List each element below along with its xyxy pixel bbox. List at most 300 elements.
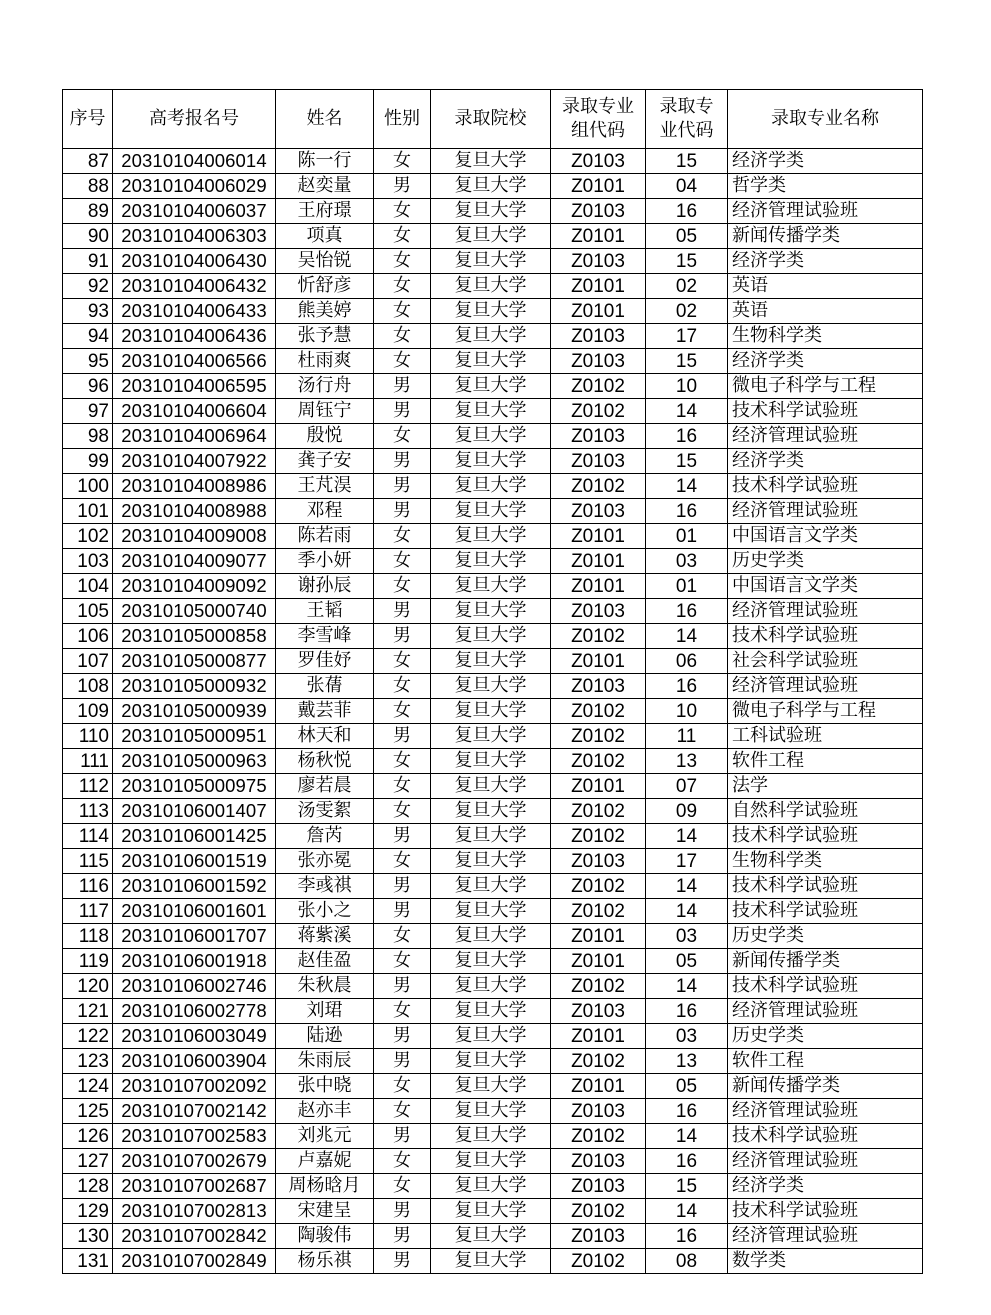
cell-major-code: 11 bbox=[646, 724, 728, 749]
cell-major-code: 04 bbox=[646, 174, 728, 199]
cell-gender: 男 bbox=[374, 399, 431, 424]
cell-major-code: 10 bbox=[646, 374, 728, 399]
cell-name: 忻舒彦 bbox=[276, 274, 374, 299]
cell-gender: 女 bbox=[374, 299, 431, 324]
cell-seq: 112 bbox=[63, 774, 113, 799]
table-row bbox=[63, 724, 923, 749]
cell-major-name: 哲学类 bbox=[728, 174, 923, 199]
cell-group-code: Z0103 bbox=[551, 324, 646, 349]
cell-gender: 男 bbox=[374, 374, 431, 399]
cell-gender: 女 bbox=[374, 799, 431, 824]
cell-reg-no: 20310105000877 bbox=[113, 649, 276, 674]
cell-major-code: 01 bbox=[646, 574, 728, 599]
cell-seq: 93 bbox=[63, 299, 113, 324]
cell-gender: 女 bbox=[374, 1099, 431, 1124]
cell-name: 周钰宁 bbox=[276, 399, 374, 424]
cell-reg-no: 20310104006029 bbox=[113, 174, 276, 199]
cell-gender: 女 bbox=[374, 699, 431, 724]
cell-school: 复旦大学 bbox=[431, 1249, 551, 1274]
cell-major-code: 02 bbox=[646, 299, 728, 324]
cell-seq: 97 bbox=[63, 399, 113, 424]
cell-group-code: Z0101 bbox=[551, 949, 646, 974]
cell-seq: 116 bbox=[63, 874, 113, 899]
admission-table bbox=[62, 89, 923, 1274]
cell-reg-no: 20310104006433 bbox=[113, 299, 276, 324]
cell-name: 李彧祺 bbox=[276, 874, 374, 899]
cell-school: 复旦大学 bbox=[431, 499, 551, 524]
cell-reg-no: 20310104009008 bbox=[113, 524, 276, 549]
cell-gender: 女 bbox=[374, 349, 431, 374]
cell-major-code: 15 bbox=[646, 249, 728, 274]
cell-group-code: Z0103 bbox=[551, 999, 646, 1024]
cell-major-code: 14 bbox=[646, 474, 728, 499]
cell-reg-no: 20310105000932 bbox=[113, 674, 276, 699]
cell-gender: 女 bbox=[374, 1174, 431, 1199]
cell-name: 张亦冕 bbox=[276, 849, 374, 874]
cell-gender: 男 bbox=[374, 474, 431, 499]
cell-school: 复旦大学 bbox=[431, 1149, 551, 1174]
table-row bbox=[63, 1199, 923, 1224]
cell-major-name: 中国语言文学类 bbox=[728, 574, 923, 599]
header-gender: 性别 bbox=[374, 90, 431, 149]
cell-major-name: 经济管理试验班 bbox=[728, 424, 923, 449]
cell-major-code: 08 bbox=[646, 1249, 728, 1274]
cell-school: 复旦大学 bbox=[431, 624, 551, 649]
cell-group-code: Z0101 bbox=[551, 224, 646, 249]
cell-major-name: 历史学类 bbox=[728, 1024, 923, 1049]
cell-reg-no: 20310104006432 bbox=[113, 274, 276, 299]
cell-major-code: 16 bbox=[646, 999, 728, 1024]
cell-reg-no: 20310107002842 bbox=[113, 1224, 276, 1249]
cell-major-code: 14 bbox=[646, 1124, 728, 1149]
table-row bbox=[63, 1149, 923, 1174]
cell-group-code: Z0101 bbox=[551, 924, 646, 949]
cell-major-name: 经济学类 bbox=[728, 449, 923, 474]
cell-seq: 102 bbox=[63, 524, 113, 549]
cell-school: 复旦大学 bbox=[431, 824, 551, 849]
cell-name: 朱秋晨 bbox=[276, 974, 374, 999]
table-row bbox=[63, 774, 923, 799]
cell-major-code: 17 bbox=[646, 324, 728, 349]
cell-gender: 男 bbox=[374, 1049, 431, 1074]
cell-gender: 女 bbox=[374, 924, 431, 949]
cell-major-name: 经济管理试验班 bbox=[728, 999, 923, 1024]
cell-gender: 女 bbox=[374, 149, 431, 174]
cell-seq: 127 bbox=[63, 1149, 113, 1174]
cell-school: 复旦大学 bbox=[431, 324, 551, 349]
table-row bbox=[63, 1124, 923, 1149]
cell-name: 赵佳盈 bbox=[276, 949, 374, 974]
cell-name: 陆逊 bbox=[276, 1024, 374, 1049]
cell-major-code: 03 bbox=[646, 924, 728, 949]
cell-school: 复旦大学 bbox=[431, 724, 551, 749]
cell-group-code: Z0101 bbox=[551, 1024, 646, 1049]
table-row bbox=[63, 474, 923, 499]
cell-school: 复旦大学 bbox=[431, 674, 551, 699]
header-major-code bbox=[646, 90, 728, 149]
cell-group-code: Z0101 bbox=[551, 174, 646, 199]
cell-major-code: 14 bbox=[646, 899, 728, 924]
cell-group-code: Z0102 bbox=[551, 1049, 646, 1074]
table-row bbox=[63, 699, 923, 724]
cell-school: 复旦大学 bbox=[431, 374, 551, 399]
cell-seq: 99 bbox=[63, 449, 113, 474]
header-name: 姓名 bbox=[276, 90, 374, 149]
cell-group-code: Z0102 bbox=[551, 799, 646, 824]
cell-group-code: Z0101 bbox=[551, 524, 646, 549]
cell-major-name: 经济管理试验班 bbox=[728, 1099, 923, 1124]
cell-gender: 女 bbox=[374, 774, 431, 799]
cell-major-name: 经济管理试验班 bbox=[728, 199, 923, 224]
cell-major-code: 14 bbox=[646, 399, 728, 424]
cell-group-code: Z0103 bbox=[551, 1149, 646, 1174]
cell-gender: 男 bbox=[374, 824, 431, 849]
cell-seq: 125 bbox=[63, 1099, 113, 1124]
table-row bbox=[63, 249, 923, 274]
cell-gender: 男 bbox=[374, 599, 431, 624]
table-row bbox=[63, 199, 923, 224]
cell-seq: 94 bbox=[63, 324, 113, 349]
cell-school: 复旦大学 bbox=[431, 224, 551, 249]
cell-major-name: 英语 bbox=[728, 274, 923, 299]
cell-reg-no: 20310104006037 bbox=[113, 199, 276, 224]
cell-seq: 96 bbox=[63, 374, 113, 399]
table-row bbox=[63, 1074, 923, 1099]
table-row bbox=[63, 749, 923, 774]
cell-school: 复旦大学 bbox=[431, 574, 551, 599]
cell-school: 复旦大学 bbox=[431, 1074, 551, 1099]
table-row bbox=[63, 624, 923, 649]
cell-gender: 男 bbox=[374, 874, 431, 899]
cell-major-code: 15 bbox=[646, 149, 728, 174]
cell-gender: 女 bbox=[374, 574, 431, 599]
cell-seq: 108 bbox=[63, 674, 113, 699]
cell-major-code: 16 bbox=[646, 1099, 728, 1124]
cell-reg-no: 20310106002746 bbox=[113, 974, 276, 999]
table-row bbox=[63, 799, 923, 824]
cell-major-code: 13 bbox=[646, 749, 728, 774]
table-row bbox=[63, 274, 923, 299]
cell-major-name: 经济管理试验班 bbox=[728, 1224, 923, 1249]
cell-reg-no: 20310104006566 bbox=[113, 349, 276, 374]
header-major-code-line2: 业代码 bbox=[659, 120, 714, 141]
cell-group-code: Z0101 bbox=[551, 549, 646, 574]
cell-major-name: 软件工程 bbox=[728, 1049, 923, 1074]
cell-name: 王府璟 bbox=[276, 199, 374, 224]
cell-gender: 女 bbox=[374, 1149, 431, 1174]
cell-reg-no: 20310104008986 bbox=[113, 474, 276, 499]
cell-reg-no: 20310106003904 bbox=[113, 1049, 276, 1074]
cell-group-code: Z0103 bbox=[551, 1174, 646, 1199]
cell-reg-no: 20310107002687 bbox=[113, 1174, 276, 1199]
cell-major-code: 16 bbox=[646, 1224, 728, 1249]
cell-major-name: 技术科学试验班 bbox=[728, 824, 923, 849]
cell-major-name: 经济管理试验班 bbox=[728, 499, 923, 524]
cell-major-name: 新闻传播学类 bbox=[728, 949, 923, 974]
cell-group-code: Z0102 bbox=[551, 624, 646, 649]
cell-name: 龚子安 bbox=[276, 449, 374, 474]
cell-major-name: 技术科学试验班 bbox=[728, 474, 923, 499]
cell-major-code: 10 bbox=[646, 699, 728, 724]
table-row bbox=[63, 599, 923, 624]
cell-name: 卢嘉妮 bbox=[276, 1149, 374, 1174]
cell-group-code: Z0102 bbox=[551, 1199, 646, 1224]
cell-reg-no: 20310105000939 bbox=[113, 699, 276, 724]
cell-reg-no: 20310106001519 bbox=[113, 849, 276, 874]
cell-reg-no: 20310107002142 bbox=[113, 1099, 276, 1124]
cell-major-code: 17 bbox=[646, 849, 728, 874]
cell-gender: 男 bbox=[374, 499, 431, 524]
cell-reg-no: 20310104006303 bbox=[113, 224, 276, 249]
cell-group-code: Z0103 bbox=[551, 149, 646, 174]
cell-reg-no: 20310106003049 bbox=[113, 1024, 276, 1049]
cell-gender: 男 bbox=[374, 1024, 431, 1049]
cell-group-code: Z0103 bbox=[551, 1099, 646, 1124]
cell-major-code: 03 bbox=[646, 549, 728, 574]
cell-seq: 120 bbox=[63, 974, 113, 999]
cell-name: 吴怡锐 bbox=[276, 249, 374, 274]
cell-reg-no: 20310104006604 bbox=[113, 399, 276, 424]
cell-major-name: 新闻传播学类 bbox=[728, 1074, 923, 1099]
cell-major-code: 16 bbox=[646, 424, 728, 449]
cell-name: 殷悦 bbox=[276, 424, 374, 449]
cell-reg-no: 20310104006595 bbox=[113, 374, 276, 399]
cell-seq: 129 bbox=[63, 1199, 113, 1224]
cell-major-code: 06 bbox=[646, 649, 728, 674]
cell-gender: 女 bbox=[374, 849, 431, 874]
cell-seq: 91 bbox=[63, 249, 113, 274]
table-row bbox=[63, 849, 923, 874]
cell-school: 复旦大学 bbox=[431, 174, 551, 199]
table-row bbox=[63, 1099, 923, 1124]
cell-name: 汤雯絮 bbox=[276, 799, 374, 824]
header-major-name: 录取专业名称 bbox=[728, 90, 923, 149]
cell-major-code: 05 bbox=[646, 224, 728, 249]
cell-gender: 女 bbox=[374, 524, 431, 549]
cell-school: 复旦大学 bbox=[431, 949, 551, 974]
table-body bbox=[63, 149, 923, 1274]
cell-reg-no: 20310107002583 bbox=[113, 1124, 276, 1149]
cell-reg-no: 20310104009077 bbox=[113, 549, 276, 574]
table-row bbox=[63, 424, 923, 449]
cell-school: 复旦大学 bbox=[431, 799, 551, 824]
cell-seq: 89 bbox=[63, 199, 113, 224]
cell-seq: 107 bbox=[63, 649, 113, 674]
cell-school: 复旦大学 bbox=[431, 874, 551, 899]
cell-group-code: Z0102 bbox=[551, 874, 646, 899]
table-row bbox=[63, 149, 923, 174]
table-row bbox=[63, 924, 923, 949]
cell-major-name: 技术科学试验班 bbox=[728, 624, 923, 649]
cell-group-code: Z0103 bbox=[551, 849, 646, 874]
cell-name: 杨秋悦 bbox=[276, 749, 374, 774]
cell-reg-no: 20310105000740 bbox=[113, 599, 276, 624]
table-row bbox=[63, 899, 923, 924]
cell-school: 复旦大学 bbox=[431, 474, 551, 499]
cell-name: 陈一行 bbox=[276, 149, 374, 174]
table-row bbox=[63, 349, 923, 374]
cell-name: 熊美婷 bbox=[276, 299, 374, 324]
table-row bbox=[63, 524, 923, 549]
cell-seq: 128 bbox=[63, 1174, 113, 1199]
cell-major-name: 技术科学试验班 bbox=[728, 874, 923, 899]
cell-school: 复旦大学 bbox=[431, 974, 551, 999]
cell-seq: 92 bbox=[63, 274, 113, 299]
cell-group-code: Z0103 bbox=[551, 424, 646, 449]
cell-group-code: Z0101 bbox=[551, 649, 646, 674]
cell-school: 复旦大学 bbox=[431, 449, 551, 474]
table-row bbox=[63, 1249, 923, 1274]
cell-school: 复旦大学 bbox=[431, 774, 551, 799]
cell-name: 赵奕量 bbox=[276, 174, 374, 199]
cell-name: 刘珺 bbox=[276, 999, 374, 1024]
header-group-code-line2: 组代码 bbox=[571, 120, 625, 141]
table-row bbox=[63, 1024, 923, 1049]
cell-reg-no: 20310104007922 bbox=[113, 449, 276, 474]
cell-seq: 124 bbox=[63, 1074, 113, 1099]
cell-name: 戴芸菲 bbox=[276, 699, 374, 724]
cell-school: 复旦大学 bbox=[431, 274, 551, 299]
cell-seq: 117 bbox=[63, 899, 113, 924]
cell-major-name: 英语 bbox=[728, 299, 923, 324]
header-row bbox=[63, 90, 923, 149]
cell-name: 廖若晨 bbox=[276, 774, 374, 799]
cell-school: 复旦大学 bbox=[431, 1099, 551, 1124]
cell-school: 复旦大学 bbox=[431, 1049, 551, 1074]
cell-seq: 110 bbox=[63, 724, 113, 749]
cell-reg-no: 20310104006430 bbox=[113, 249, 276, 274]
cell-seq: 106 bbox=[63, 624, 113, 649]
table-row bbox=[63, 224, 923, 249]
cell-seq: 88 bbox=[63, 174, 113, 199]
cell-group-code: Z0102 bbox=[551, 474, 646, 499]
cell-reg-no: 20310105000858 bbox=[113, 624, 276, 649]
cell-name: 杜雨爽 bbox=[276, 349, 374, 374]
cell-major-name: 生物科学类 bbox=[728, 849, 923, 874]
cell-seq: 101 bbox=[63, 499, 113, 524]
cell-seq: 122 bbox=[63, 1024, 113, 1049]
header-school: 录取院校 bbox=[431, 90, 551, 149]
cell-major-code: 05 bbox=[646, 1074, 728, 1099]
cell-major-name: 技术科学试验班 bbox=[728, 399, 923, 424]
cell-seq: 90 bbox=[63, 224, 113, 249]
cell-group-code: Z0101 bbox=[551, 574, 646, 599]
cell-school: 复旦大学 bbox=[431, 649, 551, 674]
cell-name: 朱雨辰 bbox=[276, 1049, 374, 1074]
cell-seq: 113 bbox=[63, 799, 113, 824]
cell-group-code: Z0102 bbox=[551, 374, 646, 399]
cell-seq: 95 bbox=[63, 349, 113, 374]
cell-reg-no: 20310107002813 bbox=[113, 1199, 276, 1224]
cell-major-name: 微电子科学与工程 bbox=[728, 699, 923, 724]
table-row bbox=[63, 299, 923, 324]
cell-major-name: 技术科学试验班 bbox=[728, 974, 923, 999]
cell-major-code: 14 bbox=[646, 874, 728, 899]
cell-school: 复旦大学 bbox=[431, 1199, 551, 1224]
cell-reg-no: 20310106001407 bbox=[113, 799, 276, 824]
cell-reg-no: 20310107002679 bbox=[113, 1149, 276, 1174]
cell-major-name: 经济管理试验班 bbox=[728, 674, 923, 699]
cell-name: 蒋紫溪 bbox=[276, 924, 374, 949]
cell-reg-no: 20310104006964 bbox=[113, 424, 276, 449]
cell-group-code: Z0101 bbox=[551, 274, 646, 299]
cell-school: 复旦大学 bbox=[431, 549, 551, 574]
cell-name: 陈若雨 bbox=[276, 524, 374, 549]
header-group-code-line1: 录取专业 bbox=[562, 96, 634, 117]
cell-group-code: Z0101 bbox=[551, 1074, 646, 1099]
cell-major-name: 中国语言文学类 bbox=[728, 524, 923, 549]
cell-major-name: 自然科学试验班 bbox=[728, 799, 923, 824]
cell-school: 复旦大学 bbox=[431, 599, 551, 624]
cell-major-code: 01 bbox=[646, 524, 728, 549]
cell-gender: 女 bbox=[374, 424, 431, 449]
table-row bbox=[63, 874, 923, 899]
cell-name: 林天和 bbox=[276, 724, 374, 749]
cell-name: 张小之 bbox=[276, 899, 374, 924]
cell-seq: 114 bbox=[63, 824, 113, 849]
cell-major-code: 16 bbox=[646, 199, 728, 224]
cell-group-code: Z0102 bbox=[551, 724, 646, 749]
cell-school: 复旦大学 bbox=[431, 424, 551, 449]
cell-name: 张予慧 bbox=[276, 324, 374, 349]
cell-major-code: 05 bbox=[646, 949, 728, 974]
table-row bbox=[63, 174, 923, 199]
cell-seq: 118 bbox=[63, 924, 113, 949]
table-row bbox=[63, 449, 923, 474]
cell-school: 复旦大学 bbox=[431, 524, 551, 549]
admission-table-container bbox=[62, 89, 922, 1274]
cell-name: 李雪峰 bbox=[276, 624, 374, 649]
table-row bbox=[63, 1224, 923, 1249]
cell-reg-no: 20310105000963 bbox=[113, 749, 276, 774]
cell-name: 陶骏伟 bbox=[276, 1224, 374, 1249]
cell-major-name: 经济管理试验班 bbox=[728, 1149, 923, 1174]
cell-group-code: Z0103 bbox=[551, 249, 646, 274]
cell-school: 复旦大学 bbox=[431, 699, 551, 724]
cell-school: 复旦大学 bbox=[431, 924, 551, 949]
cell-major-name: 生物科学类 bbox=[728, 324, 923, 349]
cell-group-code: Z0103 bbox=[551, 499, 646, 524]
cell-seq: 115 bbox=[63, 849, 113, 874]
cell-school: 复旦大学 bbox=[431, 199, 551, 224]
cell-school: 复旦大学 bbox=[431, 149, 551, 174]
table-row bbox=[63, 399, 923, 424]
cell-name: 王韬 bbox=[276, 599, 374, 624]
cell-major-name: 经济学类 bbox=[728, 149, 923, 174]
cell-group-code: Z0103 bbox=[551, 449, 646, 474]
cell-school: 复旦大学 bbox=[431, 1124, 551, 1149]
cell-reg-no: 20310104008988 bbox=[113, 499, 276, 524]
cell-seq: 121 bbox=[63, 999, 113, 1024]
table-row bbox=[63, 824, 923, 849]
cell-name: 邓程 bbox=[276, 499, 374, 524]
cell-school: 复旦大学 bbox=[431, 899, 551, 924]
cell-seq: 105 bbox=[63, 599, 113, 624]
cell-group-code: Z0102 bbox=[551, 399, 646, 424]
cell-major-code: 16 bbox=[646, 499, 728, 524]
cell-seq: 100 bbox=[63, 474, 113, 499]
cell-major-code: 14 bbox=[646, 624, 728, 649]
cell-gender: 男 bbox=[374, 449, 431, 474]
cell-major-code: 09 bbox=[646, 799, 728, 824]
cell-gender: 男 bbox=[374, 974, 431, 999]
cell-gender: 男 bbox=[374, 624, 431, 649]
cell-group-code: Z0102 bbox=[551, 1249, 646, 1274]
cell-major-name: 技术科学试验班 bbox=[728, 899, 923, 924]
cell-seq: 126 bbox=[63, 1124, 113, 1149]
cell-reg-no: 20310107002849 bbox=[113, 1249, 276, 1274]
cell-major-name: 经济学类 bbox=[728, 249, 923, 274]
